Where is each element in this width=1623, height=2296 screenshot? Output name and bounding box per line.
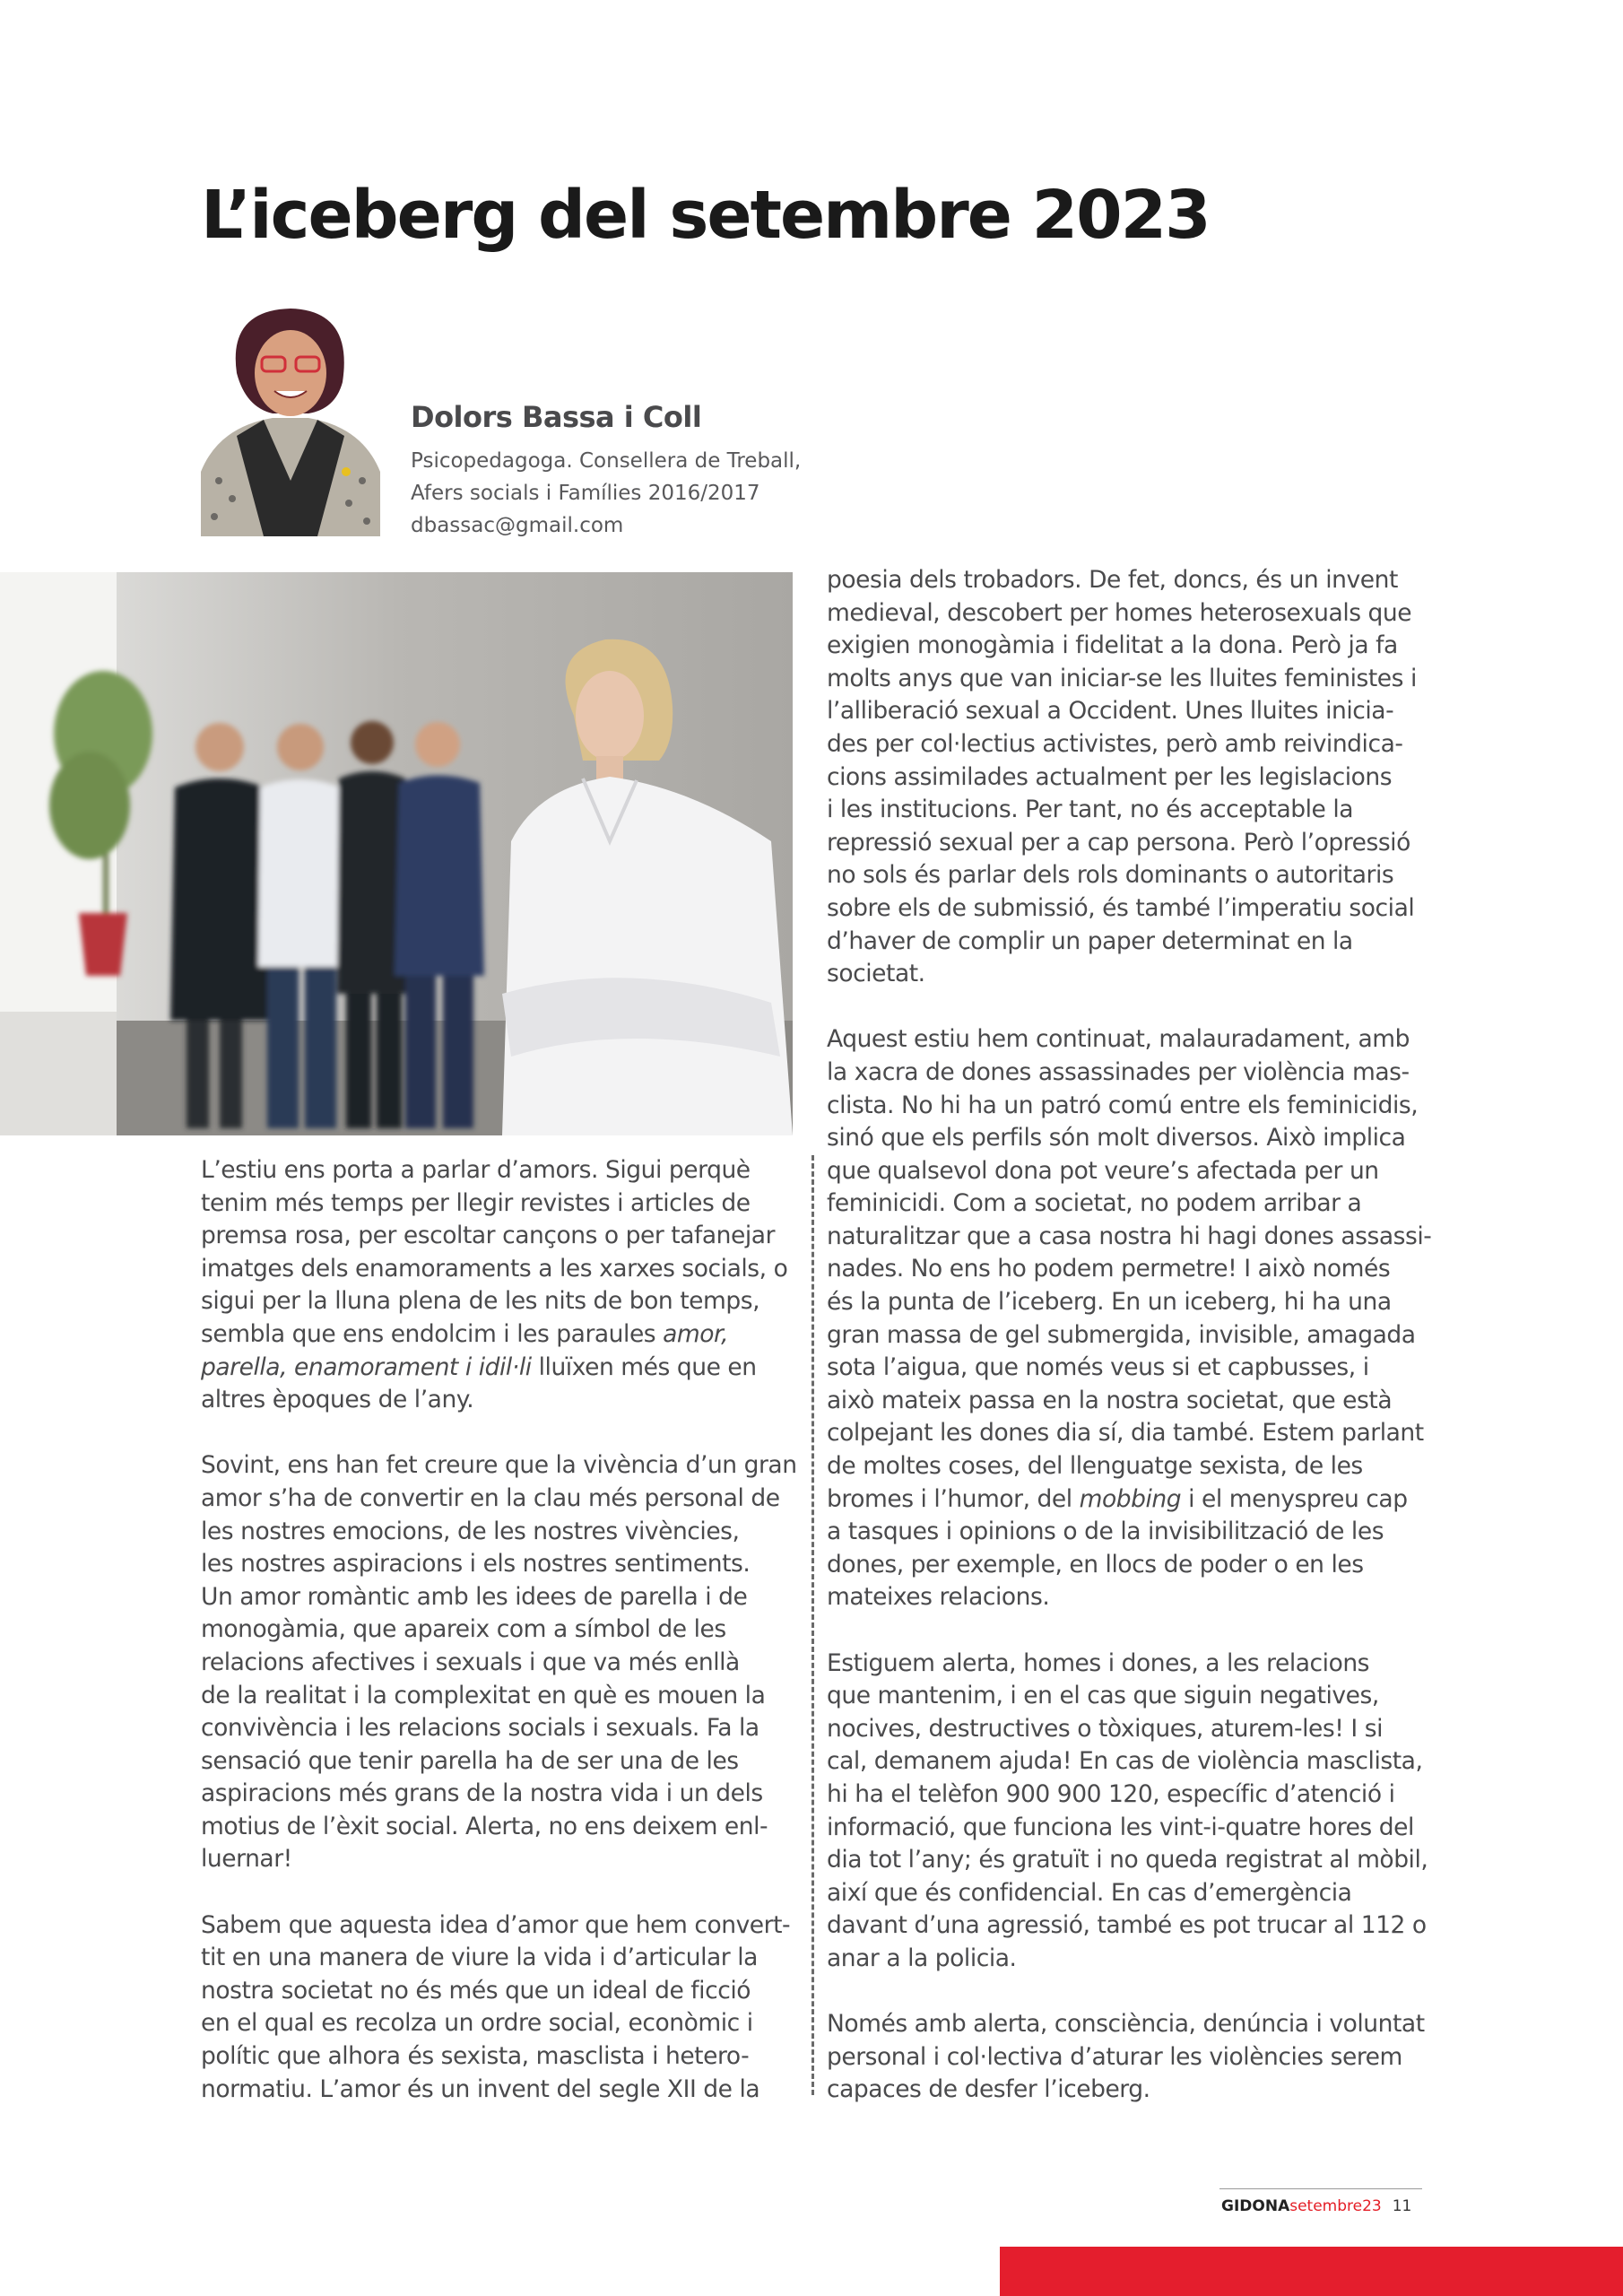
text-line: sinó que els perfils són molt diversos. Això implica [827,1124,1406,1152]
page-number: 11 [1392,2197,1412,2215]
text-line: sota l’aigua, que només veus si et capbusses, i [827,1353,1369,1382]
author-email: dbassac@gmail.com [411,514,624,537]
footer-rule [1219,2188,1422,2189]
paragraph [201,1449,797,1876]
emphasis: parella, enamorament i idil·li [201,1352,532,1381]
text-line: això mateix passa en la nostra societat, que està [827,1386,1393,1414]
emphasis: amor, [663,1319,729,1348]
text-line: molts anys que van iniciar-se les lluites feministes i [827,664,1417,692]
text-line: tit en una manera de viure la vida i d’articular la [201,1944,758,1972]
text-run: bromes i l’humor, del [827,1484,1080,1513]
text-line: sobre els de submissió, és també l’imperatiu social [827,893,1415,922]
text-line: així que és confidencial. En cas d’emergència [827,1878,1352,1907]
text-run: sembla que ens endolcim i les paraules [201,1319,664,1348]
magazine-name: GIDONA [1221,2197,1290,2215]
text-line: premsa rosa, per escoltar cançons o per tafanejar [201,1222,776,1250]
text-line: en el qual es recolza un ordre social, econòmic i [201,2009,753,2038]
text-line: monogàmia, que apareix com a símbol de les [201,1615,726,1644]
text-line: convivència i les relacions socials i sexuals. Fa la [201,1714,759,1743]
text-line [201,1352,793,1385]
text-line: nostra societat no és més que un ideal de ficció [201,1976,751,2005]
text-line: que qualsevol dona pot veure’s afectada per un [827,1156,1379,1185]
page-footer [1221,2197,1411,2215]
text-line: mateixes relacions. [827,1583,1050,1612]
author-name: Dolors Bassa i Coll [411,400,702,434]
text-line: hi ha el telèfon 900 900 120, específic d’atenció i [827,1779,1395,1808]
author-role: Psicopedagoga. Consellera de Treball, [411,449,802,473]
text-line: polític que alhora és sexista, masclista i hetero- [201,2042,750,2071]
text-line: Un amor romàntic amb les idees de parella i de [201,1582,748,1611]
text-line: capaces de desfer l’iceberg. [827,2075,1150,2104]
paragraph [827,1023,1433,1614]
text-line: dia tot l’any; és gratuït i no queda registrat al mòbil, [827,1846,1428,1874]
text-line [201,1318,793,1352]
text-line: gran massa de gel submergida, invisible, amagada [827,1320,1416,1349]
author-portrait [201,301,380,536]
text-run: i el menyspreu cap [1181,1484,1408,1513]
paragraph [201,1154,793,1417]
text-line: amor s’ha de convertir en la clau més personal de [201,1483,780,1512]
text-line: la xacra de dones assassinades per violència mas- [827,1057,1410,1086]
text-line: des per col·lectius activistes, però amb reivindica- [827,729,1403,758]
text-line: no sols és parlar dels rols dominants o autoritaris [827,861,1394,890]
text-line [827,1483,1433,1517]
text-line: i les institucions. Per tant, no és acceptable la [827,796,1354,824]
text-line: naturalitzar que a casa nostra hi hagi dones assassi- [827,1222,1432,1250]
text-line: d’haver de complir un paper determinat en la [827,926,1353,955]
text-line: sigui per la lluna plena de les nits de bon temps, [201,1287,760,1316]
text-line: sensació que tenir parella ha de ser una de les [201,1746,739,1775]
text-line: l’alliberació sexual a Occident. Unes lluites inicia- [827,697,1394,726]
text-line: tenim més temps per llegir revistes i articles de [201,1188,751,1217]
text-line: dones, per exemple, en llocs de poder o en les [827,1550,1364,1578]
text-line: Sovint, ens han fet creure que la vivència d’un gran [201,1451,797,1480]
text-line: Sabem que aquesta idea d’amor que hem convert- [201,1910,791,1939]
text-line: davant d’una agressió, també es pot trucar al 112 o [827,1911,1427,1940]
text-line: Aquest estiu hem continuat, malauradament, amb [827,1025,1410,1054]
text-line: a tasques i opinions o de la invisibilització de les [827,1518,1384,1546]
text-run: lluïxen més que en [531,1352,757,1381]
text-line: colpejant les dones dia sí, dia també. Estem parlant [827,1419,1424,1448]
text-line: luernar! [201,1845,292,1874]
column-divider [812,1155,814,2095]
text-line: Només amb alerta, consciència, denúncia i voluntat [827,2010,1425,2039]
issue-month: setembre23 [1289,2197,1382,2215]
left-column [201,1154,797,2106]
paragraph [827,1648,1433,1976]
text-line: personal i col·lectiva d’aturar les violències serem [827,2042,1402,2071]
text-line: aspiracions més grans de la nostra vida i un dels [201,1779,763,1808]
accent-bar [1000,2247,1623,2296]
text-line: imatges dels enamoraments a les xarxes socials, o [201,1254,788,1283]
paragraph [827,564,1433,991]
author-role: Afers socials i Famílies 2016/2017 [411,482,760,505]
text-line: poesia dels trobadors. De fet, doncs, és un invent [827,566,1398,594]
text-line: cal, demanem ajuda! En cas de violència masclista, [827,1747,1423,1776]
text-line: és la punta de l’iceberg. En un iceberg, hi ha una [827,1288,1392,1317]
text-line: de la realitat i la complexitat en què es mouen la [201,1681,766,1709]
text-line: clista. No hi ha un patró comú entre els feminicidis, [827,1091,1419,1119]
text-line: de moltes coses, del llenguatge sexista, de les [827,1452,1363,1481]
text-line: Estiguem alerta, homes i dones, a les relacions [827,1648,1370,1677]
text-line: les nostres emocions, de les nostres vivències, [201,1517,740,1545]
text-line: les nostres aspiracions i els nostres sentiments. [201,1550,751,1578]
text-line: L’estiu ens porta a parlar d’amors. Sigui perquè [201,1156,751,1184]
paragraph [201,1909,793,2107]
text-line: societat. [827,960,925,988]
author-info [411,400,801,542]
text-line: exigien monogàmia i fidelitat a la dona. Però ja fa [827,631,1398,660]
text-line: normatiu. L’amor és un invent del segle XII de la [201,2074,760,2103]
text-line: motius de l’èxit social. Alerta, no ens deixem enl- [201,1812,768,1840]
article-photo [0,572,793,1135]
article-title: L’iceberg del setembre 2023 [201,177,1210,254]
text-line: informació, que funciona les vint-i-quatre hores del [827,1813,1414,1841]
emphasis: mobbing [1079,1484,1182,1513]
text-line: cions assimilades actualment per les legislacions [827,762,1393,791]
text-line: relacions afectives i sexuals i que va més enllà [201,1648,740,1676]
text-line: altres èpoques de l’any. [201,1386,474,1414]
text-line: nades. No ens ho podem permetre! I això només [827,1255,1391,1283]
text-line: feminicidi. Com a societat, no podem arribar a [827,1189,1362,1218]
text-line: repressió sexual per a cap persona. Però l’opressió [827,828,1410,857]
text-line: medieval, descobert per homes heterosexuals que [827,598,1412,627]
text-line: nocives, destructives o tòxiques, aturem-les! I si [827,1714,1384,1743]
paragraph [827,2008,1433,2107]
text-line: que mantenim, i en el cas que siguin negatives, [827,1682,1379,1710]
text-line: anar a la policia. [827,1944,1017,1972]
right-column [827,564,1433,2107]
